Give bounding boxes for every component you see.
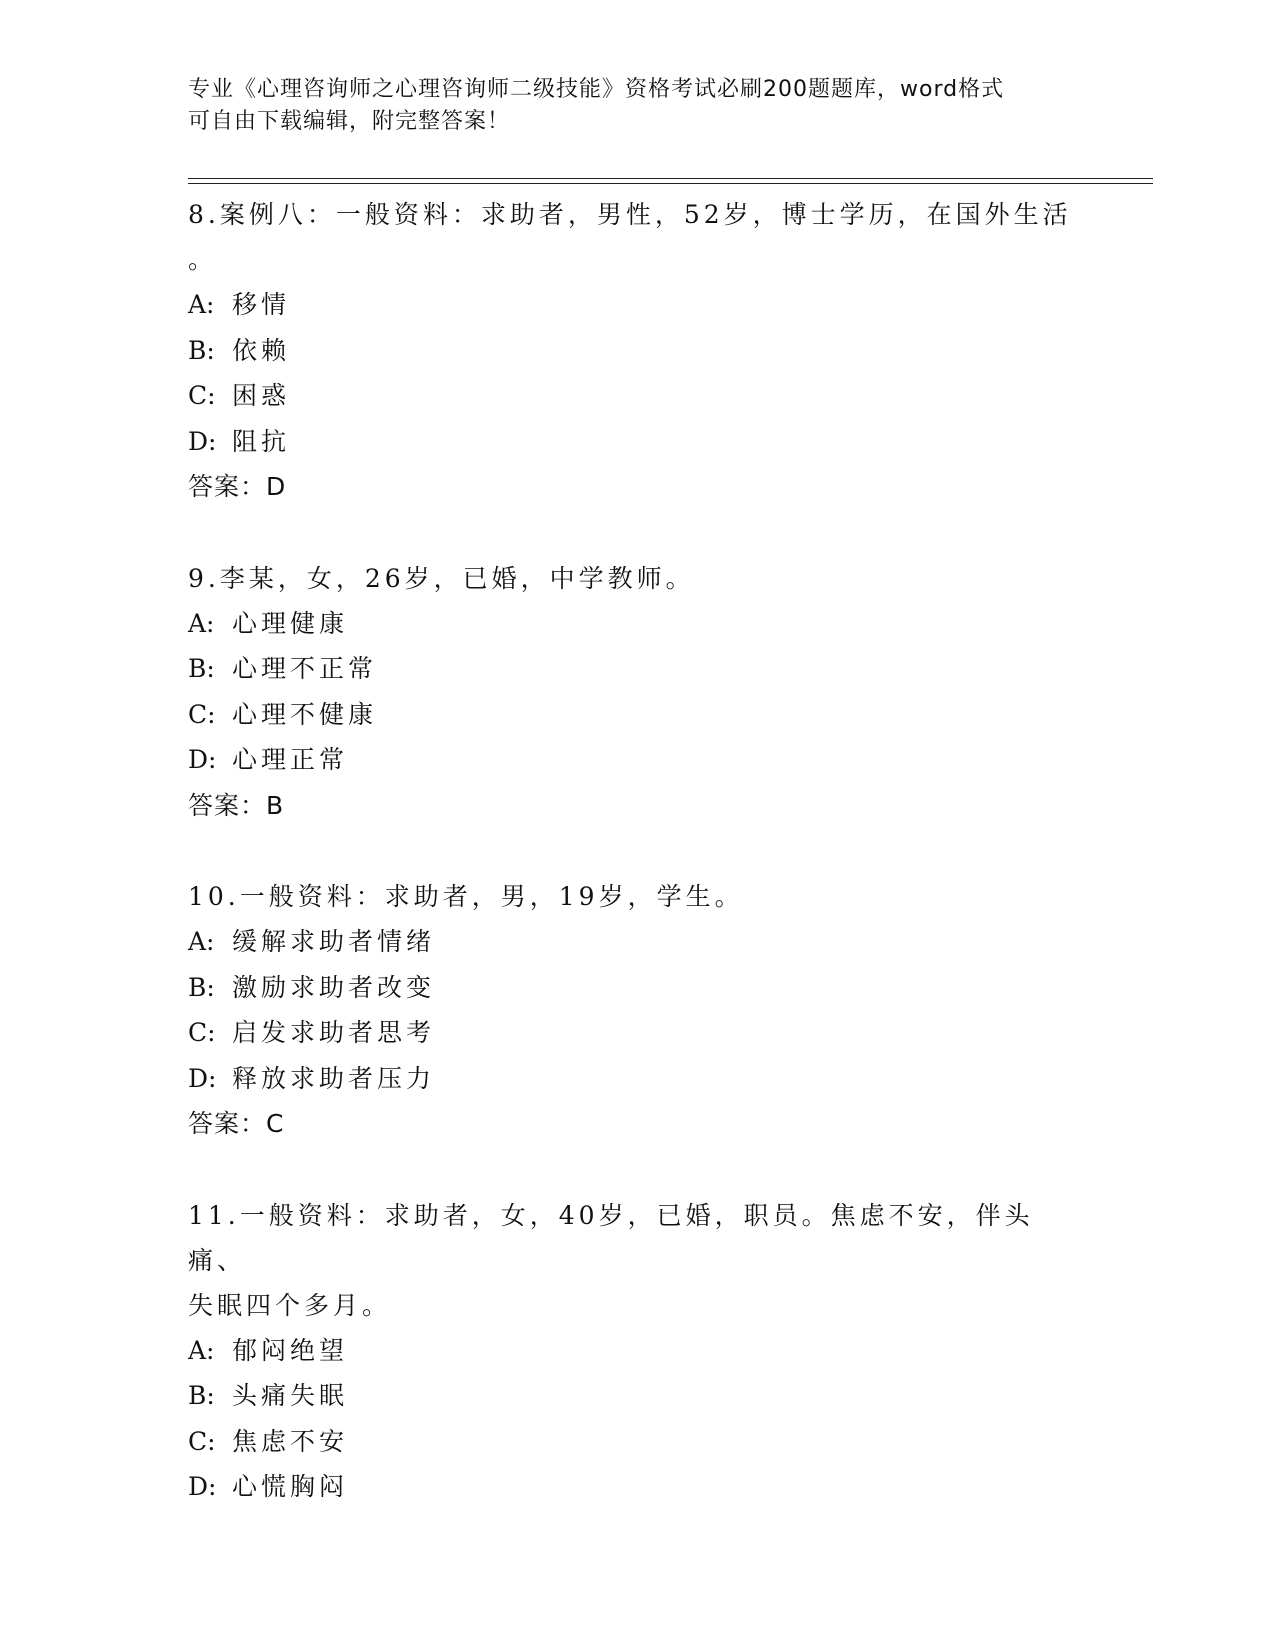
- question-stem-continued: 失眠四个多月。: [188, 1290, 392, 1320]
- question-list: [188, 192, 1088, 1556]
- document-header: [188, 74, 1088, 138]
- option-d: [188, 419, 1088, 465]
- header-line-2: 可自由下载编辑，附完整答案！: [188, 109, 511, 134]
- option-key: C:: [188, 699, 216, 729]
- option-key: C:: [188, 1426, 216, 1456]
- option-b: [188, 1373, 1088, 1419]
- option-a: [188, 1328, 1088, 1374]
- option-key: C:: [188, 381, 216, 410]
- option-text: 释放求助者压力: [232, 1063, 436, 1093]
- option-text: 阻抗: [232, 426, 291, 456]
- option-d: [188, 1056, 1088, 1102]
- option-key: A:: [188, 290, 215, 319]
- answer-line: 答案：B: [188, 790, 285, 820]
- option-key: A:: [188, 927, 215, 956]
- option-text: 缓解求助者情绪: [232, 927, 436, 956]
- header-divider-top: [188, 178, 1153, 179]
- option-a: [188, 919, 1088, 965]
- option-b: [188, 965, 1088, 1011]
- option-text: 心理不正常: [232, 654, 378, 683]
- option-d: [188, 1464, 1088, 1510]
- question-item: [188, 556, 1088, 829]
- option-key: A:: [188, 1335, 215, 1365]
- question-item: [188, 1193, 1088, 1510]
- question-stem: 9.李某，女，26岁，已婚，中学教师。: [188, 563, 695, 593]
- option-key: A:: [188, 608, 215, 638]
- option-c: [188, 1010, 1088, 1056]
- option-key: D:: [188, 426, 217, 456]
- option-key: B:: [188, 1381, 215, 1410]
- option-text: 心理不健康: [232, 699, 378, 729]
- answer-line: 答案：C: [188, 1109, 285, 1138]
- option-text: 心慌胸闷: [232, 1472, 349, 1501]
- option-a: [188, 601, 1088, 647]
- option-b: [188, 328, 1088, 374]
- option-text: 困惑: [232, 381, 291, 410]
- option-text: 依赖: [232, 335, 291, 365]
- option-key: C:: [188, 1018, 216, 1047]
- option-text: 心理健康: [232, 608, 349, 638]
- option-c: [188, 373, 1088, 419]
- option-d: [188, 737, 1088, 783]
- header-line-1: 专业《心理咨询师之心理咨询师二级技能》资格考试必刷200题题库，word格式: [188, 77, 1005, 102]
- option-text: 心理正常: [232, 745, 349, 774]
- option-text: 启发求助者思考: [232, 1018, 436, 1047]
- option-text: 头痛失眠: [232, 1381, 349, 1410]
- option-text: 郁闷绝望: [232, 1335, 349, 1365]
- question-stem: 8.案例八：一般资料：求助者，男性，52岁，博士学历，在国外生活: [188, 200, 1072, 229]
- option-key: B:: [188, 335, 215, 365]
- question-item: [188, 192, 1088, 510]
- option-c: [188, 1419, 1088, 1465]
- option-key: D:: [188, 1472, 217, 1501]
- question-stem: 11.一般资料：求助者，女，40岁，已婚，职员。焦虑不安，伴头痛、: [188, 1200, 1034, 1275]
- option-text: 激励求助者改变: [232, 972, 436, 1002]
- option-a: [188, 282, 1088, 328]
- option-key: B:: [188, 654, 215, 683]
- question-stem: 10.一般资料：求助者，男，19岁，学生。: [188, 882, 744, 911]
- option-key: D:: [188, 745, 217, 774]
- option-text: 移情: [232, 290, 291, 319]
- option-c: [188, 692, 1088, 738]
- question-stem-continued: 。: [188, 245, 218, 274]
- header-divider-bottom: [188, 183, 1153, 184]
- question-item: [188, 874, 1088, 1147]
- answer-line: 答案：D: [188, 472, 287, 501]
- option-key: D:: [188, 1063, 217, 1093]
- option-key: B:: [188, 972, 215, 1002]
- option-text: 焦虑不安: [232, 1426, 349, 1456]
- option-b: [188, 646, 1088, 692]
